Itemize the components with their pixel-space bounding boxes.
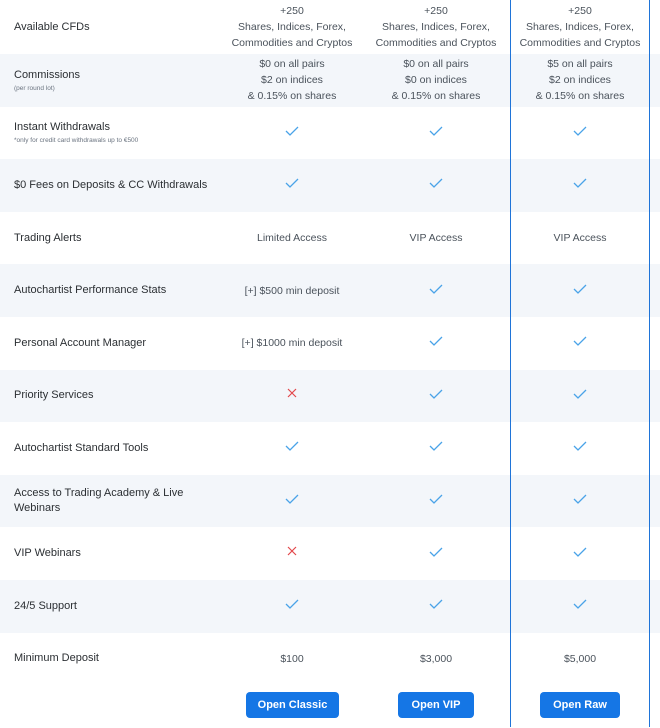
- check-icon: [285, 599, 299, 609]
- feature-label: Autochartist Performance Stats: [14, 284, 167, 297]
- check-icon: [429, 547, 443, 557]
- check-icon: [429, 126, 443, 136]
- classic-value: $0 on all pairs $2 on indices & 0.15% on shares: [247, 58, 337, 103]
- row-priority-services: [0, 370, 660, 423]
- account-buttons-row: [0, 684, 660, 728]
- check-icon: [285, 126, 299, 136]
- feature-label: Trading Alerts: [14, 231, 82, 244]
- feature-label: Priority Services: [14, 389, 94, 402]
- vip-value: $3,000: [419, 652, 453, 665]
- feature-label: VIP Webinars: [14, 547, 81, 560]
- classic-value: [+] $500 min deposit: [244, 284, 340, 297]
- raw-value: $5 on all pairs $2 on indices & 0.15% on shares: [535, 58, 625, 103]
- row-available-cfds: [0, 0, 660, 54]
- vip-value: $0 on all pairs $0 on indices & 0.15% on shares: [391, 58, 481, 103]
- row-trading-academy: [0, 475, 660, 528]
- open-classic-button[interactable]: Open Classic: [246, 692, 339, 718]
- check-icon: [573, 441, 587, 451]
- check-icon: [429, 441, 443, 451]
- row-support: [0, 580, 660, 633]
- row-autochartist-standard: [0, 422, 660, 475]
- feature-label: Minimum Deposit: [14, 652, 99, 665]
- check-icon: [573, 284, 587, 294]
- classic-value: [+] $1000 min deposit: [241, 337, 343, 350]
- classic-value: $100: [280, 652, 304, 665]
- open-raw-button[interactable]: Open Raw: [540, 692, 620, 718]
- check-icon: [285, 494, 299, 504]
- check-icon: [573, 126, 587, 136]
- check-icon: [429, 178, 443, 188]
- feature-note: *only for credit card withdrawals up to €500: [14, 137, 139, 145]
- row-vip-webinars: [0, 527, 660, 580]
- feature-label: Instant Withdrawals *only for credit card withdrawals up to €500: [14, 120, 214, 145]
- cross-icon: [286, 387, 298, 399]
- feature-label: Access to Trading Academy & Live Webinars: [14, 487, 184, 515]
- check-icon: [573, 494, 587, 504]
- check-icon: [285, 441, 299, 451]
- row-zero-fees: [0, 159, 660, 212]
- check-icon: [573, 599, 587, 609]
- feature-label: $0 Fees on Deposits & CC Withdrawals: [14, 178, 208, 191]
- feature-label: 24/5 Support: [14, 599, 77, 612]
- check-icon: [573, 336, 587, 346]
- row-minimum-deposit: [0, 633, 660, 686]
- classic-value: Limited Access: [256, 232, 328, 245]
- open-vip-button[interactable]: Open VIP: [398, 692, 474, 718]
- check-icon: [429, 336, 443, 346]
- vip-value: VIP Access: [409, 232, 463, 245]
- feature-label: Commissions (per round lot): [14, 68, 214, 93]
- check-icon: [429, 389, 443, 399]
- row-personal-account-manager: [0, 317, 660, 370]
- check-icon: [429, 494, 443, 504]
- check-icon: [573, 547, 587, 557]
- row-autochartist-performance: [0, 264, 660, 317]
- check-icon: [429, 599, 443, 609]
- check-icon: [285, 178, 299, 188]
- feature-label: Autochartist Standard Tools: [14, 441, 149, 454]
- row-trading-alerts: [0, 212, 660, 265]
- check-icon: [573, 178, 587, 188]
- classic-value: +250 Shares, Indices, Forex, Commodities and Cryptos: [231, 5, 353, 49]
- raw-value: +250 Shares, Indices, Forex, Commodities and Cryptos: [519, 5, 641, 49]
- feature-label: Available CFDs: [14, 20, 90, 33]
- feature-label: Personal Account Manager: [14, 336, 147, 349]
- feature-note: (per round lot): [14, 84, 55, 92]
- check-icon: [573, 389, 587, 399]
- raw-value: VIP Access: [553, 232, 607, 245]
- check-icon: [429, 284, 443, 294]
- row-instant-withdrawals: [0, 107, 660, 160]
- cross-icon: [286, 545, 298, 557]
- raw-value: $5,000: [563, 652, 597, 665]
- vip-value: +250 Shares, Indices, Forex, Commodities and Cryptos: [375, 5, 497, 49]
- row-commissions: [0, 54, 660, 107]
